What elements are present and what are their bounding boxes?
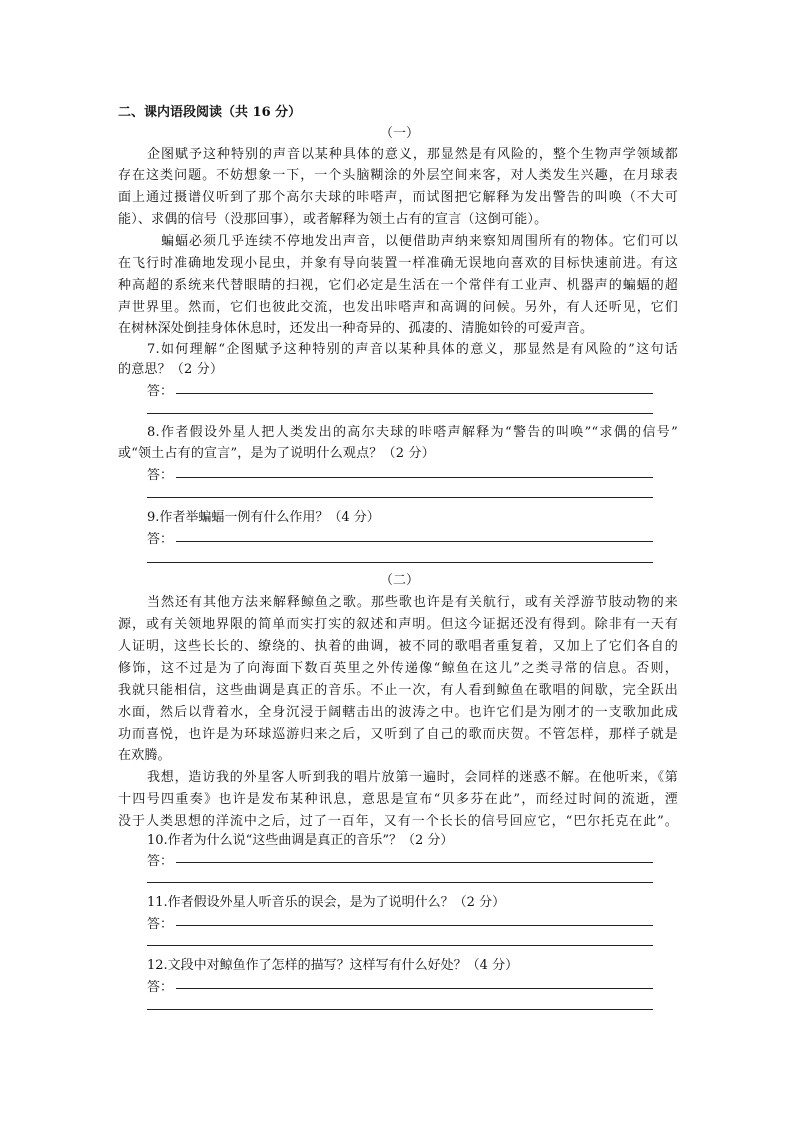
part1-heading: （一）	[380, 126, 420, 141]
text-line: 种高超的系统来代替眼睛的扫视，它们必定是生活在一个常伴有工业声、机器声的蝙蝠的超	[118, 278, 678, 293]
text-line: 面上通过摄谱仪听到了那个高尔夫球的咔嗒声，而试图把它解释为发出警告的叫唤（不大可	[118, 190, 678, 205]
text-line: 当然还有其他方法来解释鲸鱼之歌。那些歌也许是有关航行，或有关浮游节肢动物的来	[147, 595, 678, 610]
text-line: 声世界里。然而，它们也彼此交流，也发出咔嗒声和高调的问候。另外，有人还听见，它们	[118, 300, 678, 315]
text-line: 在欢腾。	[118, 748, 171, 763]
text-line: 在飞行时准确地发现小昆虫，并象有导向装置一样准确无误地向喜欢的目标快速前进。有这	[118, 256, 678, 271]
text-line: 源，或有关领地界限的简单而实打实的叙述和声明。但这今证据还没有得到。除非有一天有	[118, 617, 678, 632]
answer-line[interactable]	[147, 497, 653, 498]
section-title: 二、课内语段阅读（共 16 分）	[118, 105, 302, 120]
answer-line[interactable]	[176, 862, 653, 863]
text-line: 人证明，这些长长的、缭绕的、执着的曲调，被不同的歌唱者重复着，又加上了它们各自的	[118, 639, 678, 654]
answer-line[interactable]	[176, 393, 653, 394]
text-line: 我想，造访我的外星客人听到我的唱片放第一遍时，会同样的迷惑不解。在他听来，《第	[147, 770, 678, 785]
question-text: 8.作者假设外星人把人类发出的高尔夫球的咔嗒声解释为“警告的叫唤”“求偶的信号”	[147, 425, 678, 440]
answer-line[interactable]	[147, 413, 653, 414]
part2-heading: （二）	[380, 573, 420, 588]
text-line: 十四号四重奏》也许是发布某种讯息，意思是宣布“贝多芬在此”，而经过时间的流逝，湮	[118, 792, 678, 807]
answer-line[interactable]	[147, 1009, 653, 1010]
answer-label: 答：	[147, 532, 174, 547]
answer-line[interactable]	[176, 541, 653, 542]
text-line: 蝙蝠必须几乎连续不停地发出声音，以便借助声纳来察知周围所有的物体。它们可以	[161, 234, 678, 249]
question-9: 9.作者举蝙蝠一例有什么作用？（4 分）	[147, 510, 380, 525]
text-line: 没于人类思想的洋流中之后，过了一百年，又有一个长长的信号回应它，“巴尔托克在此”。	[118, 814, 678, 829]
text-line: 能）、求偶的信号（没那回事），或者解释为领土占有的宣言（这倒可能）。	[118, 212, 548, 227]
question-text: 7.如何理解“企图赋予这种特别的声音以某种具体的意义，那显然是有风险的”这句话	[147, 342, 678, 357]
text-line: 存在这类问题。不妨想象一下，一个头脑糊涂的外层空间来客，对人类发生兴趣，在月球表	[118, 168, 678, 183]
answer-label: 答：	[147, 854, 174, 869]
answer-line[interactable]	[176, 988, 653, 989]
answer-line[interactable]	[147, 882, 653, 883]
answer-line[interactable]	[176, 925, 653, 926]
text-line: 修饰，这不过是为了向海面下数百英里之外传递像“鲸鱼在这儿”之类寻常的信息。否则，	[118, 661, 678, 676]
answer-label: 答：	[147, 384, 174, 399]
question-12: 12.文段中对鲸鱼作了怎样的描写？这样写有什么好处？（4 分）	[147, 958, 519, 973]
text-line: 企图赋予这种特别的声音以某种具体的意义，那显然是有风险的，整个生物声学领域都	[147, 147, 678, 162]
question-11: 11.作者假设外星人听音乐的误会，是为了说明什么？（2 分）	[147, 895, 506, 910]
answer-label: 答：	[147, 468, 174, 483]
question-text: 的意思？（2 分）	[118, 362, 224, 377]
text-line: 我就只能相信，这些曲调是真正的音乐。不止一次，有人看到鲸鱼在歌唱的间歇，完全跃出	[118, 683, 678, 698]
answer-label: 答：	[147, 917, 174, 932]
answer-label: 答：	[147, 980, 174, 995]
answer-line[interactable]	[176, 477, 653, 478]
question-10: 10.作者为什么说“这些曲调是真正的音乐”？（2 分）	[147, 833, 454, 848]
question-text: 或“领土占有的宣言”，是为了说明什么观点？（2 分）	[118, 446, 435, 461]
text-line: 在树林深处倒挂身体休息时，还发出一种奇异的、孤凄的、清脆如铃的可爱声音。	[118, 321, 594, 336]
answer-line[interactable]	[147, 945, 653, 946]
text-line: 功而喜悦，也许是为环球巡游归来之后，又听到了自己的歌而庆贺。不管怎样，那样子就是	[118, 727, 678, 742]
text-line: 水面，然后以背着水，全身沉浸于阔轄击出的波涛之中。也许它们是为刚才的一支歌加此成	[118, 705, 678, 720]
answer-line[interactable]	[147, 562, 653, 563]
